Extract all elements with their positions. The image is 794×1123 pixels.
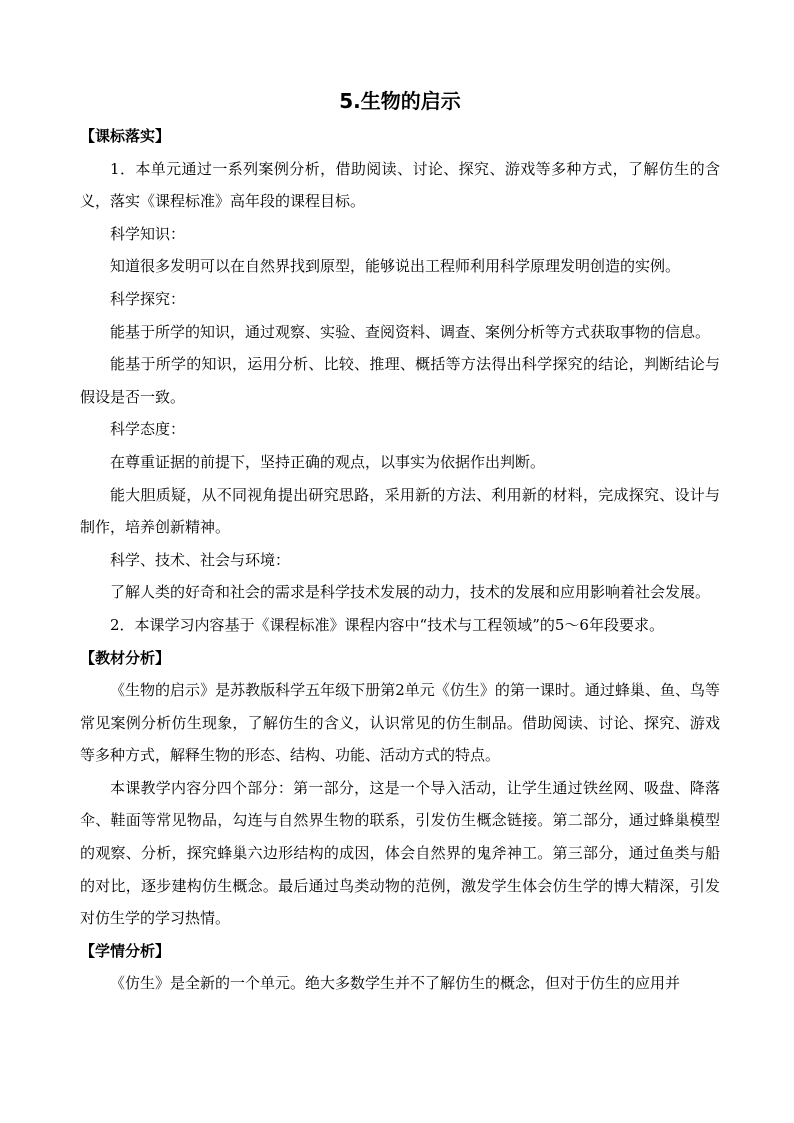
paragraph: 1．本单元通过一系列案例分析，借助阅读、讨论、探究、游戏等多种方式，了解仿生的含义，落实《课程标准》高年段的课程目标。 [80, 159, 720, 211]
section-heading: 【教材分析】 [80, 648, 171, 667]
paragraph: 《仿生》是全新的一个单元。绝大多数学生并不了解仿生的概念，但对于仿生的应用并 [110, 974, 681, 993]
paragraph: 能大胆质疑，从不同视角提出研究思路，采用新的方法、利用新的材料，完成探究、设计与制作，培养创新精神。 [80, 485, 720, 537]
section-student-analysis [80, 935, 720, 1000]
paragraph: 了解人类的好奇和社会的需求是科学技术发展的动力，技术的发展和应用影响着社会发展。 [110, 583, 711, 602]
section-heading: 【课标落实】 [80, 127, 171, 145]
section-heading: 【学情分析】 [80, 941, 171, 960]
paragraph: 在尊重证据的前提下，坚持正确的观点，以事实为依据作出判断。 [110, 452, 546, 471]
paragraph: 能基于所学的知识，运用分析、比较、推理、概括等方法得出科学探究的结论，判断结论与假设是否一致。 [80, 355, 720, 406]
paragraph: 科学态度： [110, 420, 186, 439]
paragraph: 本课教学内容分四个部分：第一部分，这是一个导入活动，让学生通过铁丝网、吸盘、降落伞、鞋面等常见物品，勾连与自然界生物的联系，引发仿生概念链接。第二部分，通过蜂巢模型的观察、分析，探究蜂巢六边形结构的成因，体会自然界的鬼斧神工。第三部分，通过鱼类与船的对比，逐步建构仿生概念。最后通过鸟类动物的范例，激发学生体会仿生学的博大精深，引发对仿生学的学习热情。 [80, 778, 720, 928]
document-title: 5.生物的启示 [339, 89, 461, 113]
section-textbook-analysis [80, 642, 720, 935]
paragraph: 知道很多发明可以在自然界找到原型，能够说出工程师利用科学原理发明创造的实例。 [110, 257, 681, 276]
paragraph: 2．本课学习内容基于《课程标准》课程内容中“技术与工程领域”的5～6年段要求。 [110, 615, 664, 634]
paragraph: 科学知识： [110, 224, 186, 243]
section-standards [80, 120, 720, 642]
paragraph: 《生物的启示》是苏教版科学五年级下册第2单元《仿生》的第一课时。通过蜂巢、鱼、鸟等常见案例分析仿生现象，了解仿生的含义，认识常见的仿生制品。借助阅读、讨论、探究、游戏等多种方式，解释生物的形态、结构、功能、活动方式的特点。 [80, 681, 720, 765]
paragraph: 科学、技术、社会与环境： [110, 550, 291, 569]
document-page [80, 80, 720, 1000]
paragraph: 科学探究： [110, 289, 186, 308]
paragraph: 能基于所学的知识，通过观察、实验、查阅资料、调查、案例分析等方式获取事物的信息。 [110, 322, 711, 341]
